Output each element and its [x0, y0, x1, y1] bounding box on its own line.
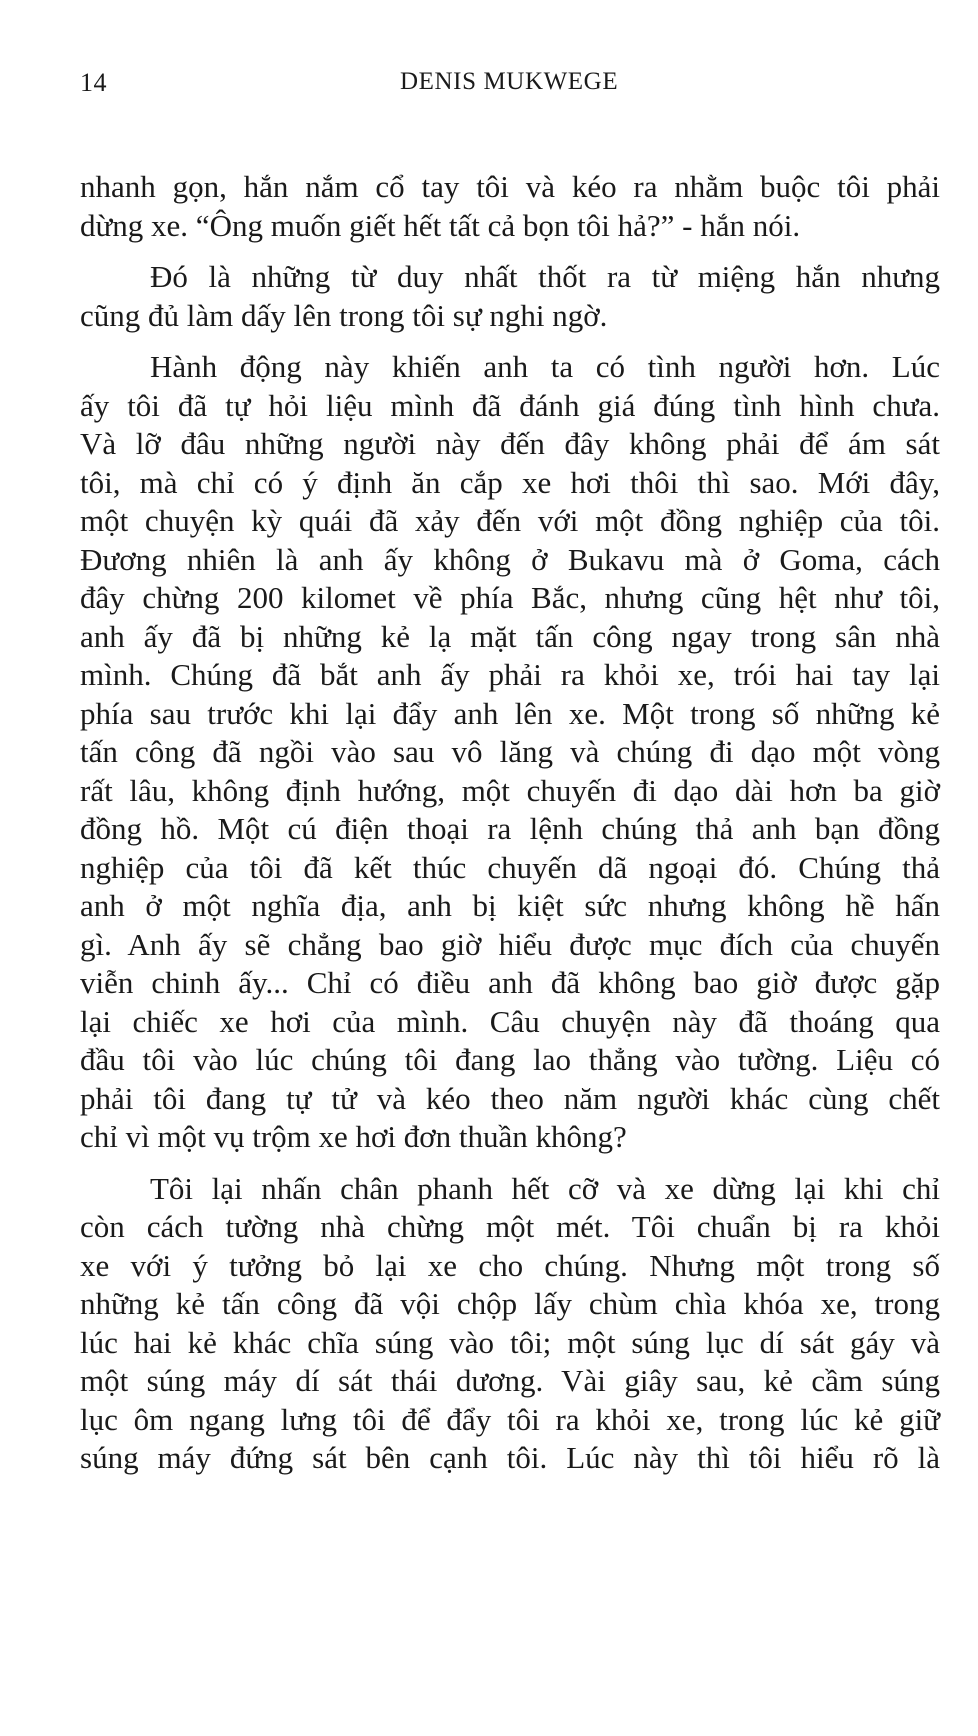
paragraph: [80, 1170, 940, 1478]
text-line: gì. Anh ấy sẽ chẳng bao giờ hiểu được mục đích của chuyến: [80, 926, 940, 962]
text-line: chỉ vì một vụ trộm xe hơi đơn thuần không?: [80, 1119, 627, 1154]
text-line: lại chiếc xe hơi của mình. Câu chuyện này đã thoáng qua: [80, 1003, 940, 1039]
body-text: [80, 168, 940, 1478]
text-line: mình. Chúng đã bắt anh ấy phải ra khỏi xe, trói hai tay lại: [80, 657, 940, 692]
text-line: xe với ý tưởng bỏ lại xe cho chúng. Nhưng một trong số: [80, 1247, 940, 1283]
text-line: dừng xe. “Ông muốn giết hết tất cả bọn tôi hả?” - hắn nói.: [80, 207, 801, 243]
text-line: phía sau trước khi lại đẩy anh lên xe. Một trong số những kẻ: [80, 695, 940, 731]
text-line: lục ôm ngang lưng tôi để đẩy tôi ra khỏi xe, trong lúc kẻ giữ: [80, 1401, 940, 1437]
text-line: tôi, mà chỉ có ý định ăn cắp xe hơi thôi thì sao. Mới đây,: [80, 464, 940, 500]
text-line: nhanh gọn, hắn nắm cổ tay tôi và kéo ra nhằm buộc tôi phải: [80, 169, 940, 204]
paragraph: [80, 348, 940, 1157]
text-line: tấn công đã ngồi vào sau vô lăng và chúng đi dạo một vòng: [80, 734, 940, 769]
text-line: Tôi lại nhấn chân phanh hết cỡ và xe dừng lại khi chỉ: [150, 1170, 940, 1206]
text-line: một chuyện kỳ quái đã xảy đến với một đồng nghiệp của tôi.: [80, 503, 940, 538]
text-line: còn cách tường nhà chừng một mét. Tôi chuẩn bị ra khỏi: [80, 1209, 940, 1244]
text-line: Đó là những từ duy nhất thốt ra từ miệng hắn nhưng: [150, 259, 940, 294]
running-head: [80, 68, 940, 104]
text-line: một súng máy dí sát thái dương. Vài giây sau, kẻ cầm súng: [80, 1363, 940, 1398]
page-number: 14: [80, 68, 107, 97]
paragraph: [80, 168, 940, 245]
text-line: phải tôi đang tự tử và kéo theo năm người khác cùng chết: [80, 1080, 940, 1116]
text-line: đầu tôi vào lúc chúng tôi đang lao thẳng vào tường. Liệu có: [80, 1042, 940, 1077]
paragraph: [80, 258, 940, 335]
text-line: cũng đủ làm dấy lên trong tôi sự nghi ngờ.: [80, 297, 608, 333]
text-line: ấy tôi đã tự hỏi liệu mình đã đánh giá đúng tình hình chưa.: [80, 387, 940, 423]
text-line: lúc hai kẻ khác chĩa súng vào tôi; một súng lục dí sát gáy và: [80, 1324, 940, 1360]
text-line: nghiệp của tôi đã kết thúc chuyến dã ngoại đó. Chúng thả: [80, 849, 940, 885]
text-line: anh ấy đã bị những kẻ lạ mặt tấn công ngay trong sân nhà: [80, 618, 940, 654]
running-head-author: DENIS MUKWEGE: [400, 68, 619, 95]
text-line: đồng hồ. Một cú điện thoại ra lệnh chúng thả anh bạn đồng: [80, 811, 940, 846]
text-line: Và lỡ đâu những người này đến đây không phải để ám sát: [80, 426, 940, 461]
text-line: anh ở một nghĩa địa, anh bị kiệt sức nhưng không hề hấn: [80, 888, 940, 923]
text-line: viễn chinh ấy... Chỉ có điều anh đã không bao giờ được gặp: [80, 965, 940, 1000]
text-line: những kẻ tấn công đã vội chộp lấy chùm chìa khóa xe, trong: [80, 1286, 940, 1321]
text-line: rất lâu, không định hướng, một chuyến đi dạo dài hơn ba giờ: [80, 772, 940, 808]
text-line: Hành động này khiến anh ta có tình người hơn. Lúc: [150, 349, 940, 384]
text-line: Đương nhiên là anh ấy không ở Bukavu mà ở Goma, cách: [80, 541, 940, 577]
text-line: súng máy đứng sát bên cạnh tôi. Lúc này thì tôi hiểu rõ là: [80, 1440, 940, 1475]
text-line: đây chừng 200 kilomet về phía Bắc, nhưng cũng hệt như tôi,: [80, 580, 940, 615]
